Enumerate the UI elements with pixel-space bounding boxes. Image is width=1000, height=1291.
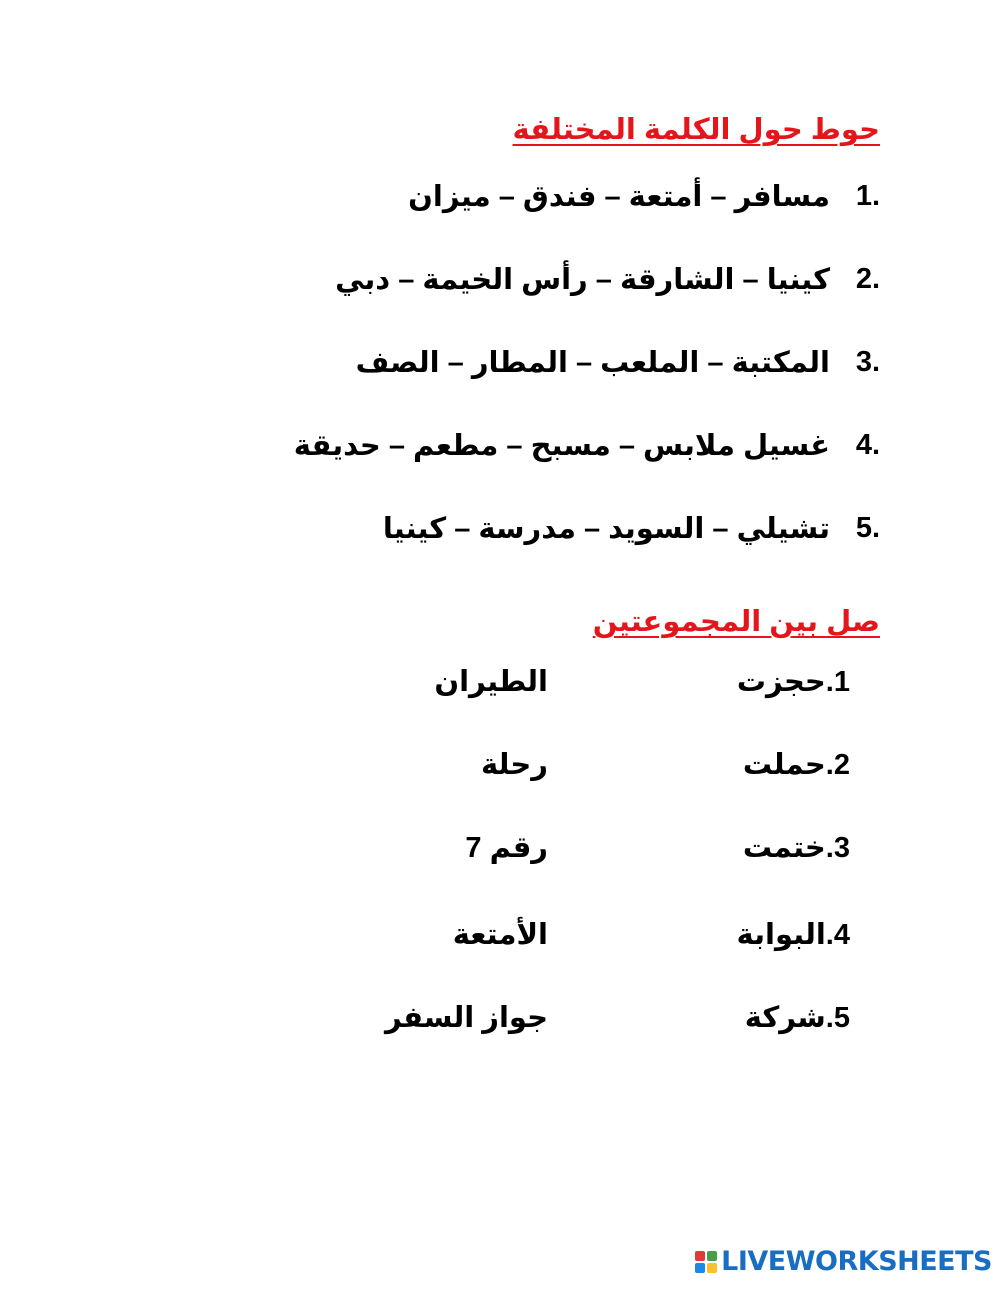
logo-mark-icon — [695, 1251, 717, 1273]
match-left-item-2[interactable]: 2.حملت — [742, 749, 850, 781]
odd-item-number: 4. — [855, 428, 880, 461]
odd-item-text[interactable]: تشيلي – السويد – مدرسة – كينيا — [382, 512, 830, 545]
match-right-item-4[interactable]: الأمتعة — [452, 919, 548, 951]
odd-item-text[interactable]: المكتبة – الملعب – المطار – الصف — [355, 346, 830, 379]
match-right-item-1[interactable]: الطيران — [434, 666, 548, 698]
odd-item-text[interactable]: مسافر – أمتعة – فندق – ميزان — [408, 180, 830, 213]
odd-item-number: 3. — [855, 345, 880, 378]
logo-square-red — [695, 1251, 705, 1261]
logo-square-yellow — [707, 1263, 717, 1273]
match-left-item-3[interactable]: 3.ختمت — [742, 832, 850, 864]
logo-square-green — [707, 1251, 717, 1261]
match-left-item-1[interactable]: 1.حجزت — [736, 666, 850, 698]
odd-item-number: 1. — [855, 179, 880, 212]
match-right-item-3[interactable]: رقم 7 — [465, 832, 548, 864]
odd-item-3[interactable] — [356, 340, 880, 384]
odd-one-out-title: حوط حول الكلمة المختلفة — [512, 114, 880, 146]
match-right-item-5[interactable]: جواز السفر — [384, 1002, 548, 1034]
odd-item-2[interactable] — [335, 257, 880, 301]
liveworksheets-logo[interactable] — [695, 1246, 992, 1277]
matching-title: صل بين المجموعتين — [592, 606, 880, 638]
logo-square-blue — [695, 1263, 705, 1273]
match-right-item-2[interactable]: رحلة — [480, 749, 548, 781]
odd-item-number: 2. — [855, 262, 880, 295]
logo-text: LIVEWORKSHEETS — [721, 1246, 992, 1277]
odd-item-1[interactable] — [408, 174, 880, 218]
odd-item-text[interactable]: غسيل ملابس – مسبح – مطعم – حديقة — [293, 429, 830, 462]
match-left-item-5[interactable]: 5.شركة — [744, 1002, 850, 1034]
odd-item-text[interactable]: كينيا – الشارقة – رأس الخيمة – دبي — [335, 263, 830, 296]
match-left-item-4[interactable]: 4.البوابة — [736, 919, 850, 951]
odd-item-5[interactable] — [383, 506, 880, 550]
odd-item-4[interactable] — [294, 423, 880, 467]
odd-item-number: 5. — [855, 511, 880, 544]
